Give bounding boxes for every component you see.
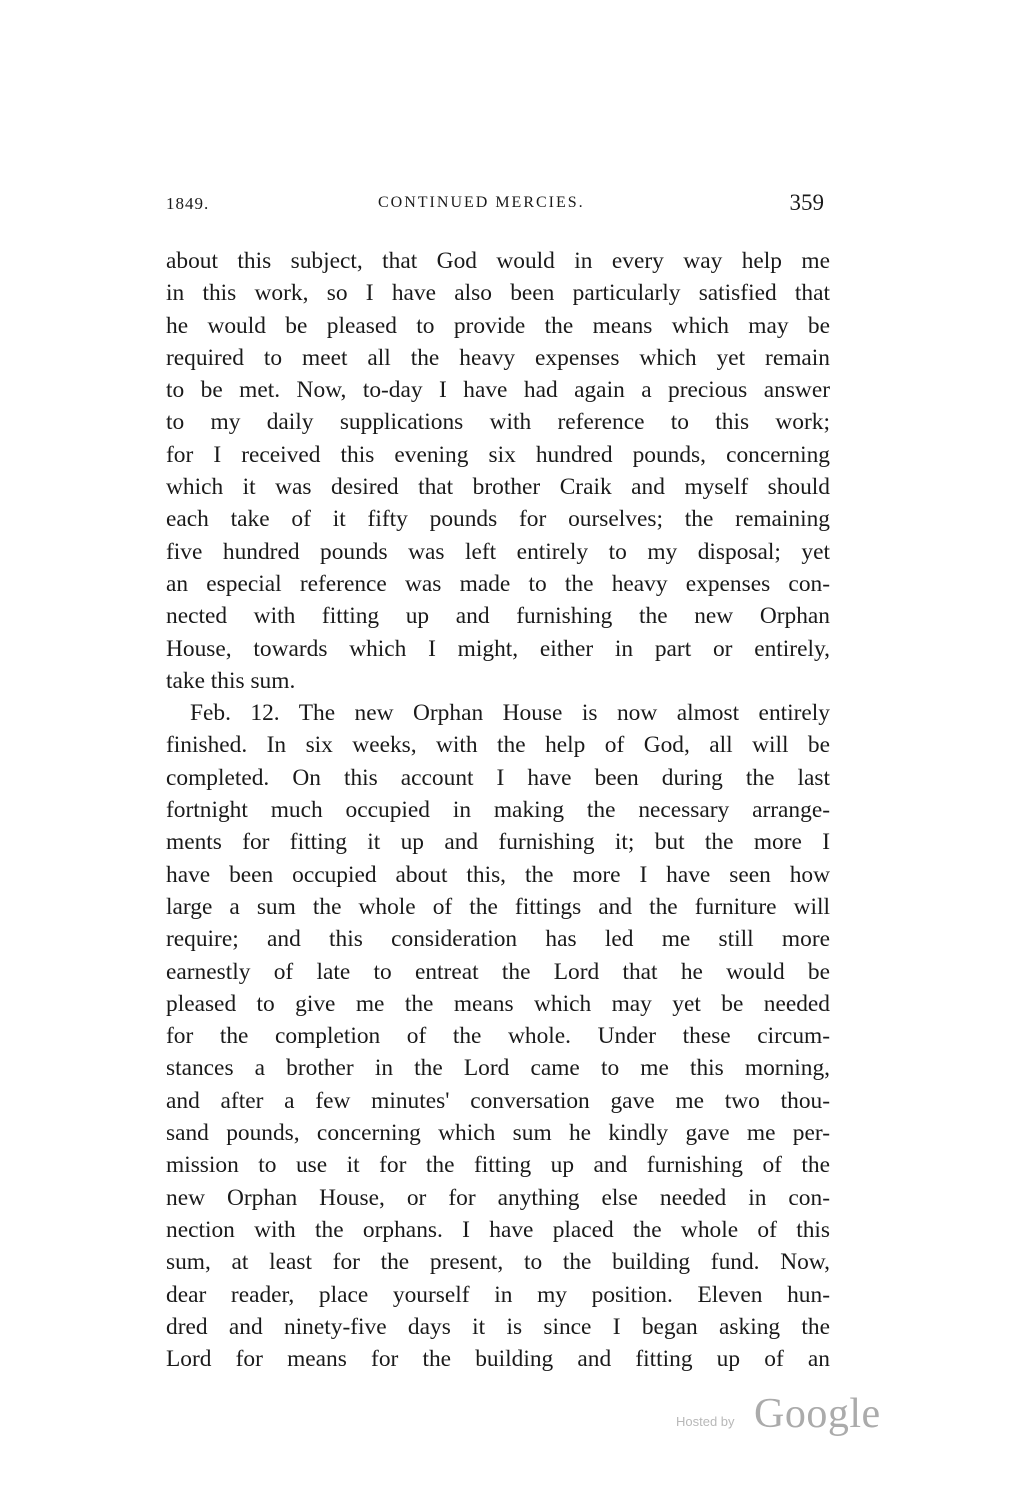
text-line: new Orphan House, or for anything else needed in con-	[166, 1184, 830, 1211]
text-line: mission to use it for the fitting up and furnishing of the	[166, 1152, 830, 1179]
text-line: about this subject, that God would in every way help me	[166, 248, 830, 274]
text-line: sand pounds, concerning which sum he kindly gave me per-	[166, 1120, 830, 1147]
running-head	[166, 190, 830, 220]
text-line: Feb. 12. The new Orphan House is now almost entirely	[190, 700, 830, 727]
text-line: in this work, so I have also been particularly satisfied that	[166, 280, 830, 307]
text-line: have been occupied about this, the more I have seen how	[166, 861, 830, 888]
text-line: House, towards which I might, either in part or entirely,	[166, 635, 830, 662]
text-line: for I received this evening six hundred pounds, concerning	[166, 441, 830, 468]
text-line: to be met. Now, to-day I have had again a precious answer	[166, 377, 830, 404]
page-body-text	[166, 245, 830, 1375]
text-line: each take of it fifty pounds for ourselves; the remaining	[166, 506, 830, 533]
text-line: stances a brother in the Lord came to me this morning,	[166, 1055, 830, 1082]
text-line: nection with the orphans. I have placed the whole of this	[166, 1216, 830, 1243]
text-line: ments for fitting it up and furnishing it; but the more I	[166, 829, 830, 856]
text-line: for the completion of the whole. Under these circum-	[166, 1023, 830, 1050]
text-line: Lord for means for the building and fitting up of an	[166, 1346, 830, 1373]
text-line: dred and ninety-five days it is since I began asking the	[166, 1313, 830, 1340]
text-line: take this sum.	[166, 667, 296, 694]
text-line: required to meet all the heavy expenses which yet remain	[166, 344, 830, 371]
text-line: an especial reference was made to the heavy expenses con-	[166, 570, 830, 597]
text-line: pleased to give me the means which may yet be needed	[166, 990, 830, 1017]
text-line: nected with fitting up and furnishing the new Orphan	[166, 603, 830, 630]
google-logo: Google	[754, 1391, 881, 1437]
hosted-by-label: Hosted by	[676, 1414, 735, 1429]
text-line: he would be pleased to provide the means which may be	[166, 312, 830, 339]
text-line: to my daily supplications with reference to this work;	[166, 409, 830, 436]
text-line: fortnight much occupied in making the necessary arrange-	[166, 797, 830, 824]
text-line: dear reader, place yourself in my position. Eleven hun-	[166, 1281, 830, 1308]
text-line: earnestly of late to entreat the Lord that he would be	[166, 958, 830, 985]
text-line: which it was desired that brother Craik and myself should	[166, 474, 830, 501]
text-line: five hundred pounds was left entirely to my disposal; yet	[166, 538, 830, 565]
header-year: 1849.	[166, 194, 210, 213]
header-title: CONTINUED MERCIES.	[378, 194, 585, 211]
text-line: require; and this consideration has led me still more	[166, 926, 830, 953]
text-line: and after a few minutes' conversation gave me two thou-	[166, 1087, 830, 1114]
text-line: large a sum the whole of the fittings and the furniture will	[166, 893, 830, 920]
text-line: finished. In six weeks, with the help of God, all will be	[166, 732, 830, 759]
text-line: sum, at least for the present, to the building fund. Now,	[166, 1249, 830, 1276]
page-number: 359	[789, 190, 824, 215]
text-line: completed. On this account I have been during the last	[166, 764, 830, 791]
